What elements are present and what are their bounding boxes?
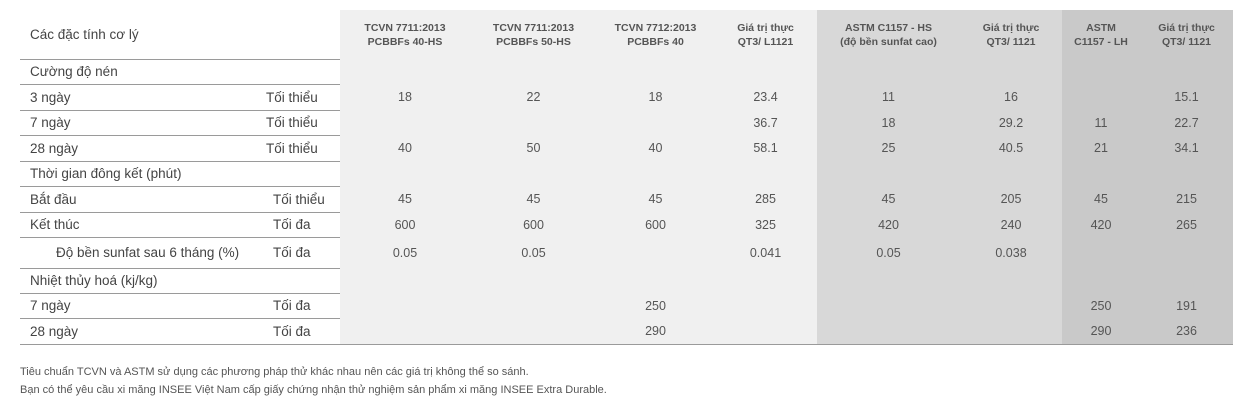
row-value-col-4 — [714, 268, 817, 293]
header-col-5 — [817, 10, 960, 59]
header-col-7-line2: C1157 - LH — [1074, 35, 1128, 48]
row-value-col-4: 58.1 — [714, 135, 817, 161]
row-value-col-1 — [340, 268, 470, 293]
row-value-col-3 — [597, 110, 714, 135]
row-requirement: Tối đa — [273, 298, 311, 313]
row-requirement: Tối đa — [273, 245, 311, 260]
header-col-1 — [340, 10, 470, 59]
row-value-col-5: 0.05 — [817, 237, 960, 268]
header-col-2-line2: PCBBFs 50-HS — [496, 35, 571, 48]
row-value-col-2: 22 — [470, 84, 597, 110]
row-value-col-2: 0.05 — [470, 237, 597, 268]
row-value-col-3: 45 — [597, 186, 714, 212]
row-value-col-8 — [1140, 237, 1233, 268]
header-col-6 — [960, 10, 1062, 59]
header-col-8-line1: Giá trị thực — [1158, 21, 1215, 34]
row-value-col-8: 236 — [1140, 318, 1233, 344]
row-value-col-3 — [597, 59, 714, 84]
row-value-col-8: 34.1 — [1140, 135, 1233, 161]
row-requirement: Tối đa — [273, 323, 311, 339]
row-value-col-7: 290 — [1062, 318, 1140, 344]
row-value-col-5 — [817, 161, 960, 186]
row-value-col-1 — [340, 110, 470, 135]
table-header-row — [20, 10, 1233, 60]
row-value-col-7: 250 — [1062, 293, 1140, 318]
row-value-col-4 — [714, 161, 817, 186]
row-value-col-7 — [1062, 59, 1140, 84]
row-value-col-1 — [340, 59, 470, 84]
row-value-col-6 — [960, 268, 1062, 293]
row-value-col-6: 240 — [960, 212, 1062, 237]
header-col-3 — [597, 10, 714, 59]
row-value-col-7 — [1062, 161, 1140, 186]
header-col-3-line2: PCBBFs 40 — [627, 35, 684, 48]
row-value-col-2 — [470, 110, 597, 135]
row-value-col-4 — [714, 293, 817, 318]
row-value-col-2: 50 — [470, 135, 597, 161]
row-value-col-4: 285 — [714, 186, 817, 212]
header-col-5-line1: ASTM C1157 - HS — [845, 21, 932, 34]
row-value-col-5 — [817, 318, 960, 344]
row-value-col-1 — [340, 161, 470, 186]
table-row — [20, 84, 1233, 111]
row-value-col-6 — [960, 59, 1062, 84]
row-value-col-6: 205 — [960, 186, 1062, 212]
table-row — [20, 59, 1233, 85]
row-value-col-7 — [1062, 237, 1140, 268]
row-value-col-1: 18 — [340, 84, 470, 110]
header-col-7-line1: ASTM — [1086, 21, 1116, 34]
row-label: Kết thúc — [30, 217, 80, 232]
row-requirement: Tối thiểu — [266, 89, 318, 105]
row-value-col-4: 0.041 — [714, 237, 817, 268]
row-value-col-2 — [470, 293, 597, 318]
row-value-col-6: 40.5 — [960, 135, 1062, 161]
note-certificate: Bạn có thể yêu cầu xi măng INSEE Việt Nam cấp giấy chứng nhận thử nghiệm sản phẩm xi măng INSEE Extra Durable. — [20, 384, 607, 396]
note-comparison: Tiêu chuẩn TCVN và ASTM sử dụng các phương pháp thử khác nhau nên các giá trị không thể so sánh. — [20, 366, 529, 378]
row-value-col-7 — [1062, 84, 1140, 110]
row-value-col-4: 23.4 — [714, 84, 817, 110]
header-col-8-line2: QT3/ 1121 — [1161, 35, 1212, 48]
row-value-col-7: 11 — [1062, 110, 1140, 135]
row-value-col-3: 250 — [597, 293, 714, 318]
row-value-col-7: 45 — [1062, 186, 1140, 212]
table-row — [20, 237, 1233, 269]
row-value-col-6: 29.2 — [960, 110, 1062, 135]
row-value-col-8: 15.1 — [1140, 84, 1233, 110]
row-label: Nhiệt thủy hoá (kj/kg) — [30, 273, 158, 288]
row-value-col-5: 45 — [817, 186, 960, 212]
header-col-4-line2: QT3/ L1121 — [737, 35, 794, 48]
row-label: 7 ngày — [30, 115, 71, 130]
row-value-col-1: 45 — [340, 186, 470, 212]
table-row — [20, 318, 1233, 345]
header-col-1-line1: TCVN 7711:2013 — [364, 21, 446, 34]
row-value-col-5: 18 — [817, 110, 960, 135]
row-label: Cường độ nén — [30, 64, 118, 79]
row-value-col-2 — [470, 268, 597, 293]
row-value-col-1 — [340, 318, 470, 344]
row-value-col-6: 0.038 — [960, 237, 1062, 268]
row-requirement: Tối thiểu — [266, 115, 318, 130]
row-value-col-6 — [960, 318, 1062, 344]
row-value-col-8 — [1140, 59, 1233, 84]
header-col-3-line1: TCVN 7712:2013 — [614, 21, 697, 34]
row-value-col-8 — [1140, 161, 1233, 186]
row-value-col-7: 420 — [1062, 212, 1140, 237]
row-value-col-4: 36.7 — [714, 110, 817, 135]
row-value-col-4 — [714, 318, 817, 344]
row-value-col-3 — [597, 237, 714, 268]
row-value-col-6 — [960, 161, 1062, 186]
row-value-col-1: 0.05 — [340, 237, 470, 268]
table-row — [20, 186, 1233, 213]
header-col-2-line1: TCVN 7711:2013 — [492, 21, 575, 34]
header-col-8 — [1140, 10, 1233, 59]
header-col-4 — [714, 10, 817, 59]
row-value-col-2: 600 — [470, 212, 597, 237]
row-label: 7 ngày — [30, 298, 71, 313]
table-row — [20, 161, 1233, 187]
row-requirement: Tối thiểu — [266, 140, 318, 156]
row-value-col-1: 40 — [340, 135, 470, 161]
row-value-col-4: 325 — [714, 212, 817, 237]
row-label: Độ bền sunfat sau 6 tháng (%) — [56, 245, 240, 260]
row-label: 28 ngày — [30, 323, 79, 339]
row-value-col-5: 25 — [817, 135, 960, 161]
row-value-col-8: 191 — [1140, 293, 1233, 318]
row-label: 3 ngày — [30, 89, 71, 105]
row-value-col-8: 215 — [1140, 186, 1233, 212]
row-value-col-3 — [597, 268, 714, 293]
row-value-col-7: 21 — [1062, 135, 1140, 161]
table-row — [20, 110, 1233, 136]
row-value-col-3: 40 — [597, 135, 714, 161]
header-col-6-line2: QT3/ 1121 — [986, 35, 1036, 48]
row-value-col-3: 18 — [597, 84, 714, 110]
row-value-col-8 — [1140, 268, 1233, 293]
properties-table — [20, 10, 1233, 346]
row-value-col-2 — [470, 161, 597, 186]
row-value-col-5 — [817, 293, 960, 318]
row-value-col-6 — [960, 293, 1062, 318]
row-value-col-3: 600 — [597, 212, 714, 237]
row-value-col-2 — [470, 318, 597, 344]
row-label: Thời gian đông kết (phút) — [30, 166, 182, 181]
table-row — [20, 293, 1233, 319]
row-value-col-6: 16 — [960, 84, 1062, 110]
header-col-2 — [470, 10, 597, 59]
header-col-6-line1: Giá trị thực — [982, 21, 1040, 34]
row-value-col-8: 22.7 — [1140, 110, 1233, 135]
row-requirement: Tối thiểu — [273, 191, 325, 207]
header-property-label: Các đặc tính cơ lý — [30, 27, 139, 42]
row-value-col-8: 265 — [1140, 212, 1233, 237]
table-row — [20, 212, 1233, 238]
row-value-col-5: 11 — [817, 84, 960, 110]
row-value-col-5 — [817, 268, 960, 293]
row-value-col-7 — [1062, 268, 1140, 293]
row-value-col-5: 420 — [817, 212, 960, 237]
row-value-col-3 — [597, 161, 714, 186]
row-label: 28 ngày — [30, 140, 79, 156]
table-row — [20, 268, 1233, 294]
header-col-5-line2: (độ bền sunfat cao) — [840, 35, 937, 48]
header-col-4-line1: Giá trị thực — [737, 21, 794, 34]
header-col-7 — [1062, 10, 1140, 59]
row-label: Bắt đầu — [30, 191, 77, 207]
row-value-col-2 — [470, 59, 597, 84]
row-value-col-4 — [714, 59, 817, 84]
header-col-1-line2: PCBBFs 40-HS — [367, 35, 443, 48]
row-value-col-5 — [817, 59, 960, 84]
row-value-col-3: 290 — [597, 318, 714, 344]
row-value-col-1 — [340, 293, 470, 318]
row-value-col-1: 600 — [340, 212, 470, 237]
row-requirement: Tối đa — [273, 217, 311, 232]
row-value-col-2: 45 — [470, 186, 597, 212]
table-row — [20, 135, 1233, 162]
